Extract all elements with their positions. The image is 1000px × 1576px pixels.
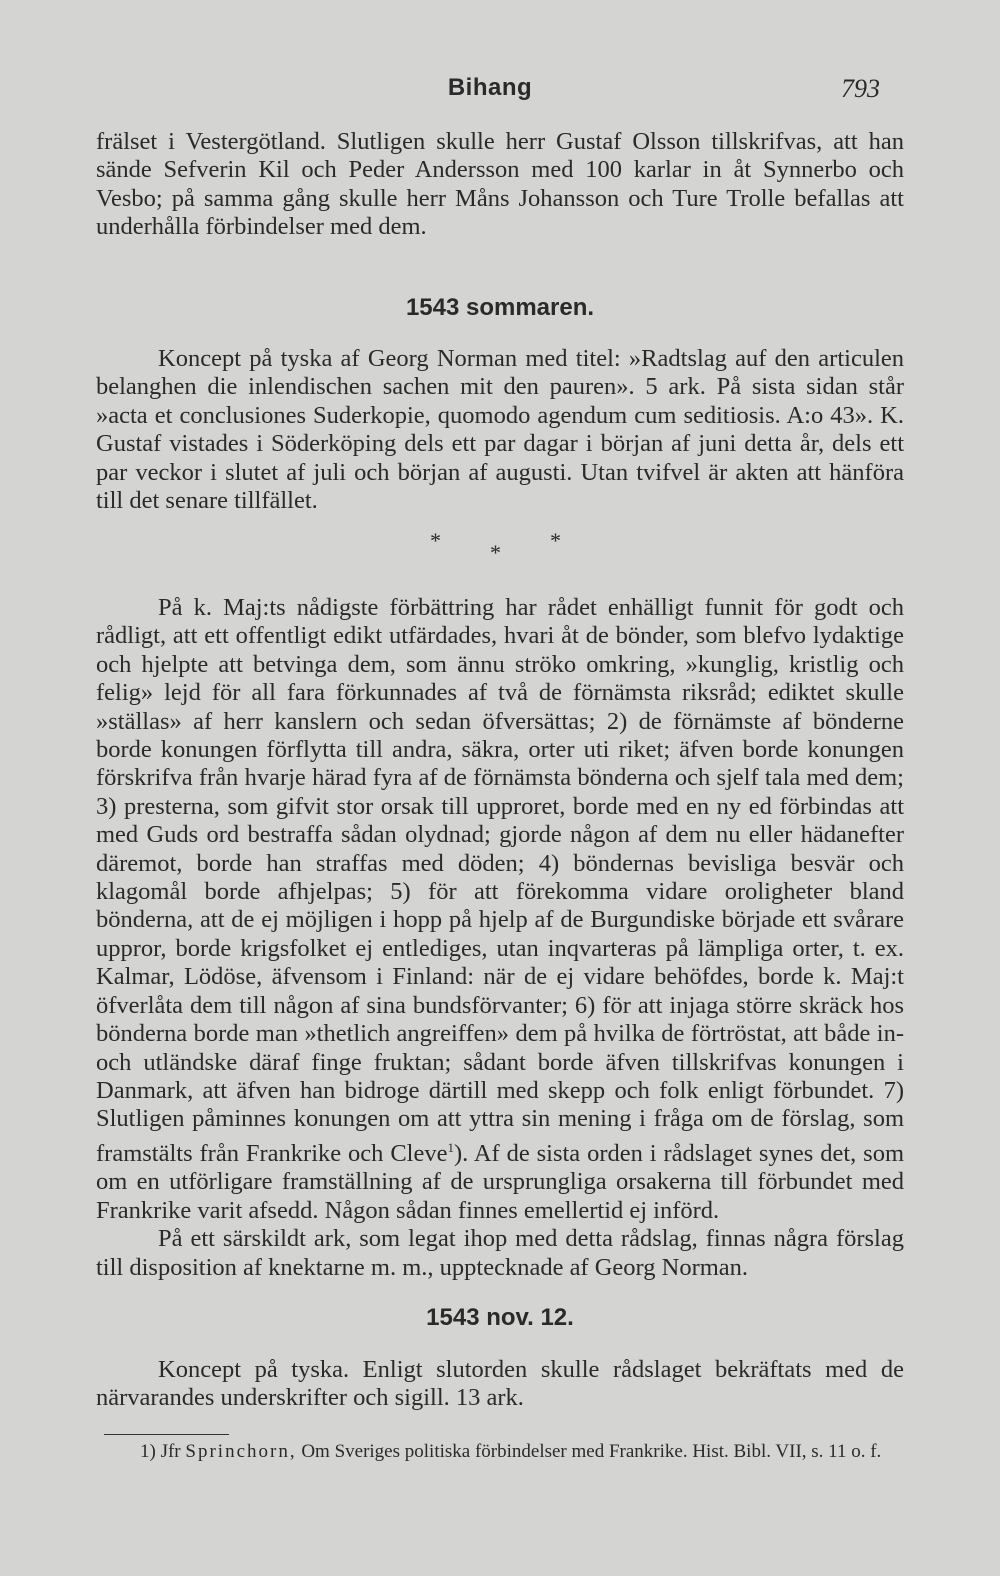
section-heading-1543-summer: 1543 sommaren. [405, 294, 595, 321]
section1-text: Koncept på tyska af Georg Norman med titel: »Radtslag auf den articulen belanghen die inlendischen sachen mit den pauren». 5 ark. På sista sidan står »acta et conclusiones Suderkopie, quomodo agendum cum seditiosis. A:o 43». K. Gustaf vistades i Söderköping dels ett par dagar i början af juni detta år, dels ett par veckor i slutet af juli och början af augusti. Utan tvifvel är akten att hänföra till det senare tillfället. [96, 345, 904, 515]
section2-paragraph [96, 1356, 904, 1413]
section2-text: Koncept på tyska. Enligt slutorden skulle rådslaget bekräftats med de närvarandes underskrifter och sigill. 13 ark. [96, 1356, 904, 1412]
main-paragraph-2: På ett särskildt ark, som legat ihop med detta rådslag, finnas några förslag till disposition af knektarne m. m., upptecknade af Georg Norman. [96, 1225, 904, 1281]
main-paragraph-1: På k. Maj:ts nådigste förbättring har rådet enhälligt funnit för godt och rådligt, att ett offentligt edikt utfärdades, hvari åt de bönder, som blefvo lydaktige och hjelpte att betvinga dem, som ännu strökо omkring, »kunglig, kristlig och felig» lejd för all fara förkunnades af två de förnämsta riksråd; ediktet skulle »ställas» af herr kanslern och sedan öfversättas; 2) de förnämste af bönderne borde konungen förflytta till andra, säkra, orter uti riket; äfven borde konungen förskrifva från hvarje härad fyra af de förnämsta bönderna och sjelf tala med dem; 3) presterna, som gifvit stor orsak till upproret, borde med en ny ed förbindas att med Guds ord bestraffa sådan olydnad; gjorde någon af dem nu eller hädanefter däremot, borde han straffas med döden; 4) böndernas bevisliga besvär och klagomål borde afhjelpas; 5) för att förekomma vidare oroligheter bland bönderna, att de ej möjligen i hopp på hjelp af de Burgundiske började ett svårare uppror, borde krigsfolket ej entlediges, utan inqvarteras på lämpliga orter, t. ex. Kalmar, Lödöse, äfvensom i Finland: när de ej vidare behöfdes, borde k. Maj:t öfverlåta dem till någon af sina bundsförvanter; 6) för att injaga större skräck hos bönderna borde man »thetlich angreiffen» dem på hvilka de förtröstat, att både in- och utländske däraf finge fruktan; sådant borde äfven tillskrifvas konungen i Danmark, att äfven han bidroge därtill med skepp och folk enligt förbundet. 7) Slutligen påminnes konungen om att yttra sin mening i fråga om de förslag, som framstälts från Frankrike och Cleve$^1$). Af de sista orden i rådslaget synes det, som om en utförligare framställning af de ursprungliga orsakerna till förbundet med Frankrike varit afsedd. Någon sådan finnes emellertid ej införd. [96, 594, 904, 1224]
footnote-prefix: Jfr [160, 1441, 181, 1462]
main-paragraph-1-end: . Af de sista orden i rådslaget synes det, som om en utförligare framställning af de ursprungliga orsakerna till förbundet med Frankrike varit afsedd. Någon sådan finnes emellertid ej införd. [96, 1139, 904, 1224]
running-title: Bihang [447, 74, 533, 101]
page-header [100, 74, 880, 114]
footnote-reference: 1 [447, 1139, 454, 1155]
star-left: * [430, 528, 441, 553]
footnote-text: Om Sveriges politiska förbindelser med Frankrike. Hist. Bibl. VII, s. 11 o. f. [301, 1441, 882, 1462]
intro-text: frälset i Vestergötland. Slutligen skulle herr Gustaf Olsson tillskrifvas, att han sände Sefverin Kil och Peder Andersson med 100 karlar in åt Synnerbo och Vesbo; på samma gång skulle herr Måns Johansson och Ture Trolle befallas att underhålla förbindelser med dem. [96, 128, 904, 241]
section-heading-1543-nov-12: 1543 nov. 12. [426, 1304, 574, 1331]
footnote-marker: 1) [140, 1441, 156, 1462]
page-number: 793 [841, 74, 880, 103]
section1-paragraph [96, 345, 904, 515]
footnote-rule [104, 1434, 229, 1435]
star-middle: * [490, 540, 501, 565]
star-right: * [550, 528, 561, 553]
main-section [96, 594, 904, 1282]
star-separator [0, 528, 1000, 568]
main-paragraph-1-text: På k. Maj:ts nådigste förbättring har rådet enhälligt funnit för godt och rådligt, att ett offentligt edikt utfärdades, hvari åt de bönder, som blefvo lydaktige och hjelpte att betvinga dem, som ännu strökо omkring, »kunglig, kristlig och felig» lejd för all fara förkunnades af två de förnämsta riksråd; ediktet skulle »ställas» af herr kanslern och sedan öfversättas; 2) de förnämste af bönderne borde konungen förflytta till andra, säkra, orter uti riket; äfven borde konungen förskrifva från hvarje härad fyra af de förnämsta bönderna och sjelf tala med dem; 3) presterna, som gifvit stor orsak till upproret, borde med en ny ed förbindas att med Guds ord bestraffa sådan olydnad; gjorde någon af dem nu eller hädanefter däremot, borde han straffas med döden; 4) böndernas bevisliga besvär och klagomål borde afhjelpas; 5) för att förekomma vidare oroligheter bland bönderna, att de ej möjligen i hopp på hjelp af de Burgundiske började ett svårare uppror, borde krigsfolket ej entlediges, utan inqvarteras på lämpliga orter, t. ex. Kalmar, Lödöse, äfvensom i Finland: när de ej vidare behöfdes, borde k. Maj:t öfverlåta dem till någon af sina bundsförvanter; 6) för att injaga större skräck hos bönderna borde man »thetlich angreiffen» dem på hvilka de förtröstat, att både in- och utländske däraf finge fruktan; sådant borde äfven tillskrifvas konungen i Danmark, att äfven han bidroge därtill med skepp och folk enligt förbundet. 7) Slutligen påminnes konungen om att yttra sin mening i fråga om de förslag, som framstälts från Frankrike och Cleve [96, 594, 904, 1167]
intro-paragraph [96, 128, 904, 242]
footnote [100, 1440, 908, 1464]
footnote-author: Sprinchorn, [185, 1441, 297, 1462]
